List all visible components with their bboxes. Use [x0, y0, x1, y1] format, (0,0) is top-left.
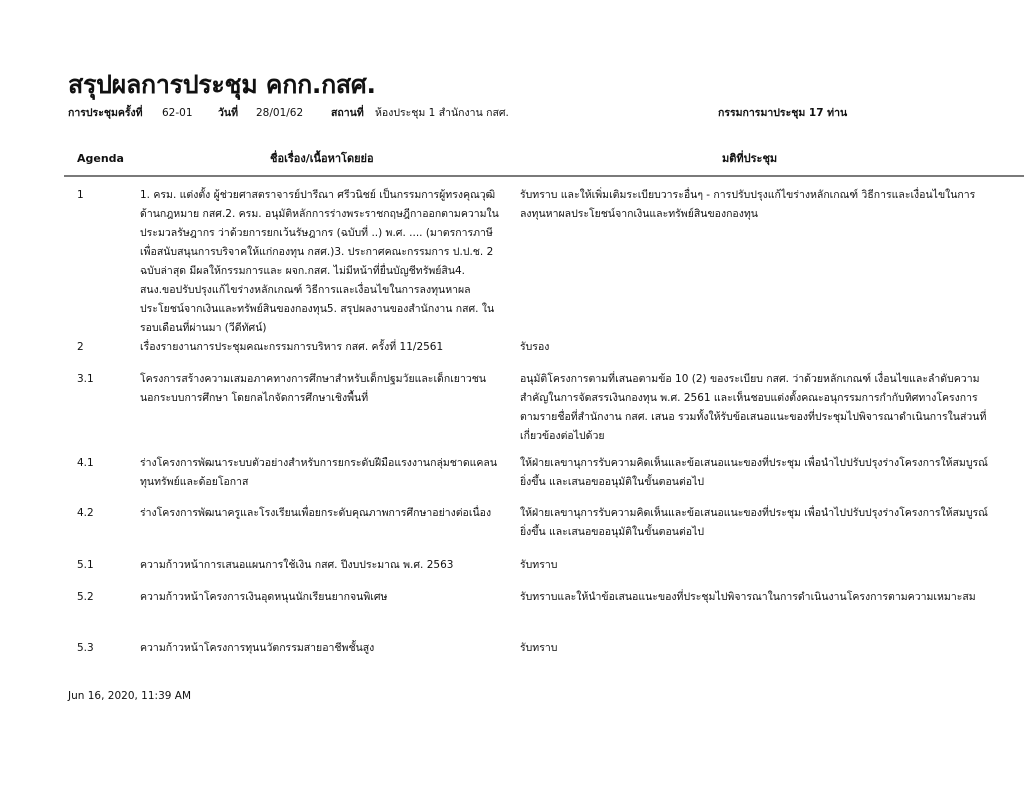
agenda-topic: ความก้าวหน้าโครงการเงินอุดหนุนนักเรียนยากจนพิเศษ: [140, 591, 388, 603]
table-header: [0, 150, 1024, 172]
meeting-no: 62-01: [162, 107, 193, 119]
place-label: สถานที่: [331, 107, 364, 119]
agenda-topic: ร่างโครงการพัฒนาครูและโรงเรียนเพื่อยกระดับคุณภาพการศึกษาอย่างต่อเนื่อง: [140, 507, 492, 519]
agenda-number: 2: [77, 341, 84, 353]
agenda-resolution: รับทราบ: [520, 559, 558, 571]
agenda-number: 4.1: [77, 457, 94, 469]
agenda-resolution: รับทราบและให้นำข้อเสนอแนะของที่ประชุมไปพิจารณาในการดำเนินงานโครงการตามความเหมาะสม: [520, 591, 976, 603]
agenda-topic: ความก้าวหน้าโครงการทุนนวัตกรรมสายอาชีพชั้นสูง: [140, 642, 375, 654]
agenda-number: 5.3: [77, 642, 94, 654]
meeting-place: ห้องประชุม 1 สำนักงาน กสศ.: [375, 107, 509, 119]
agenda-number: 1: [77, 189, 84, 201]
agenda-number: 4.2: [77, 507, 94, 519]
agenda-resolution: ให้ฝ่ายเลขานุการรับความคิดเห็นและข้อเสนอแนะของที่ประชุม เพื่อนำไปปรับปรุงร่างโครงการให้สมบูรณ์ยิ่งขึ้น และเสนอขออนุมัติในขั้นตอนต่อไป: [520, 457, 988, 488]
print-timestamp: Jun 16, 2020, 11:39 AM: [68, 690, 192, 702]
agenda-resolution: รับทราบ: [520, 642, 558, 654]
agenda-topic: ร่างโครงการพัฒนาระบบตัวอย่างสำหรับการยกระดับฝีมือแรงงานกลุ่มชาดแคลนทุนทรัพย์และด้อยโอกาส: [140, 457, 498, 488]
attendance: กรรมการมาประชุม 17 ท่าน: [718, 107, 848, 119]
date-label: วันที่: [218, 107, 238, 119]
agenda-resolution: อนุมัติโครงการตามที่เสนอตามข้อ 10 (2) ของระเบียบ กสศ. ว่าด้วยหลักเกณฑ์ เงื่อนไขและลำดับความสำคัญในการจัดสรรเงินกองทุน พ.ศ. 2561 และเห็นชอบแต่งตั้งคณะอนุกรรมการกำกับทิศทางโครงการ ตามรายชื่อที่สำนักงาน กสศ. เสนอ รวมทั้งให้รับข้อเสนอแนะของที่ประชุมไปพิจารณาดำเนินการในส่วนที่เกี่ยวข้องต่อไปด้วย: [520, 373, 987, 442]
agenda-topic: ความก้าวหน้าการเสนอแผนการใช้เงิน กสศ. ปีงบประมาณ พ.ศ. 2563: [140, 559, 454, 571]
agenda-number: 5.1: [77, 559, 94, 571]
header-divider: [64, 175, 1024, 177]
header-agenda: Agenda: [77, 152, 124, 165]
agenda-resolution: ให้ฝ่ายเลขานุการรับความคิดเห็นและข้อเสนอแนะของที่ประชุม เพื่อนำไปปรับปรุงร่างโครงการให้สมบูรณ์ยิ่งขึ้น และเสนอขออนุมัติในขั้นตอนต่อไป: [520, 507, 988, 538]
agenda-resolution: รับทราบ และให้เพิ่มเติมระเบียบวาระอื่นๆ - การปรับปรุงแก้ไขร่างหลักเกณฑ์ วิธีการและเงื่อนไขในการลงทุนหาผลประโยชน์จากเงินและทรัพย์สินของกองทุน: [520, 189, 976, 220]
header-resolution: มติที่ประชุม: [722, 152, 778, 165]
agenda-topic: เรื่องรายงานการประชุมคณะกรรมการบริหาร กสศ. ครั้งที่ 11/2561: [140, 341, 444, 353]
header-topic: ชื่อเรื่อง/เนื้อหาโดยย่อ: [270, 152, 374, 165]
agenda-topic: โครงการสร้างความเสมอภาคทางการศึกษาสำหรับเด็กปฐมวัยและเด็กเยาวชนนอกระบบการศึกษา โดยกลไกจัดการศึกษาเชิงพื้นที่: [140, 373, 487, 404]
agenda-number: 5.2: [77, 591, 94, 603]
meeting-meta: [0, 104, 1024, 122]
agenda-resolution: รับรอง: [520, 341, 550, 353]
page-title: สรุปผลการประชุม คกก.กสศ.: [68, 70, 376, 99]
meeting-date: 28/01/62: [256, 107, 304, 119]
agenda-topic: 1. ครม. แต่งตั้ง ผู้ช่วยศาสตราจารย์ปารีณา ศรีวนิชย์ เป็นกรรมการผู้ทรงคุณวุฒิด้านกฎหมาย กสศ.2. ครม. อนุมัติหลักการร่างพระราชกฤษฎีกาออกตามความในประมวลรัษฎากร ว่าด้วยการยกเว้นรัษฎากร (ฉบับที่ ..) พ.ศ. .... (มาตรการภาษีเพื่อสนับสนุนการบริจาคให้แก่กองทุน กสศ.)3. ประกาศคณะกรรมการ ป.ป.ช. 2 ฉบับล่าสุด มีผลให้กรรมการและ ผจก.กสศ. ไม่มีหน้าที่ยื่นบัญชีทรัพย์สิน4. สนง.ขอปรับปรุงแก้ไขร่างหลักเกณฑ์ วิธีการและเงื่อนไขในการลงทุนหาผลประโยชน์จากเงินและทรัพย์สินของกองทุน5. สรุปผลงานของสำนักงาน กสศ. ในรอบเดือนที่ผ่านมา (วีดีทัศน์): [140, 189, 499, 334]
meeting-no-label: การประชุมครั้งที่: [68, 107, 143, 119]
agenda-number: 3.1: [77, 373, 94, 385]
